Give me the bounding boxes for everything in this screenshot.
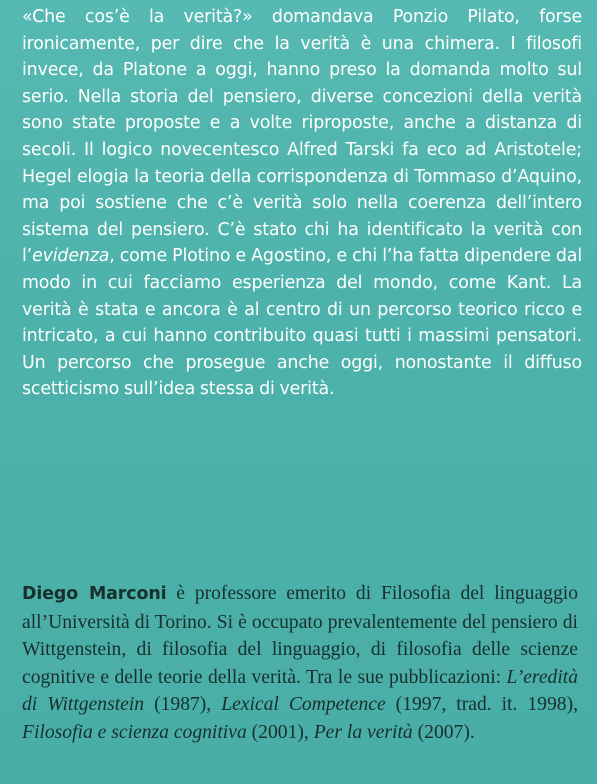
blurb-text-start: «Che cos’è la verità?» domandava Ponzio Pilato, forse ironicamente, per dire che la verità è una chimera. I filosofi invece, da Platone a oggi, hanno preso la domanda molto sul serio. Nella storia del pensiero, diverse concezioni della verità sono state proposte e a volte riproposte, anche a distanza di secoli. Il logico novecentesco Alfred Tarski fa eco ad Aristotele; Hegel elogia la teoria della corrispondenza di Tommaso d’Aquino, ma poi sostiene che c’è verità solo nella coerenza dell’intero sistema del pensiero. C’è stato chi ha identificato la verità con l’ [22, 7, 582, 267]
book-title: Filosofia e scienza cognitiva [22, 721, 247, 743]
book-title: Lexical Competence [221, 694, 386, 716]
book-title: L’eredità di Wittgenstein [22, 666, 578, 716]
blurb-paragraph [22, 4, 582, 403]
book-year: (2007). [412, 721, 475, 743]
book-year: (2001), [246, 721, 314, 743]
author-name: Diego Marconi [22, 584, 167, 604]
book-year: (1987), [144, 694, 222, 716]
bio-text: è professore emerito di Filosofia del linguaggio all’Università di Torino. Si è occupato prevalentemente del pensiero di Wittgenstein, di filosofia del linguaggio, di filosofia delle scienze cognitive e delle teorie della verità. Tra le sue pubblicazioni: [22, 583, 579, 688]
author-bio-paragraph [22, 580, 578, 747]
blurb-text-end: , come Plotino e Agostino, e chi l’ha fatta dipendere dal modo in cui facciamo esperienza del mondo, come Kant. La verità è stata e ancora è al centro di un percorso teorico ricco e intricato, a cui hanno contribuito quasi tutti i massimi pensatori. Un percorso che prosegue anche oggi, nonostante il diffuso scetticismo sull’idea stessa di verità. [22, 246, 582, 400]
book-title: Per la verità [313, 721, 413, 743]
book-year: (1997, trad. it. 1998), [385, 694, 578, 716]
blurb-emphasis-evidenza: evidenza [32, 246, 110, 267]
